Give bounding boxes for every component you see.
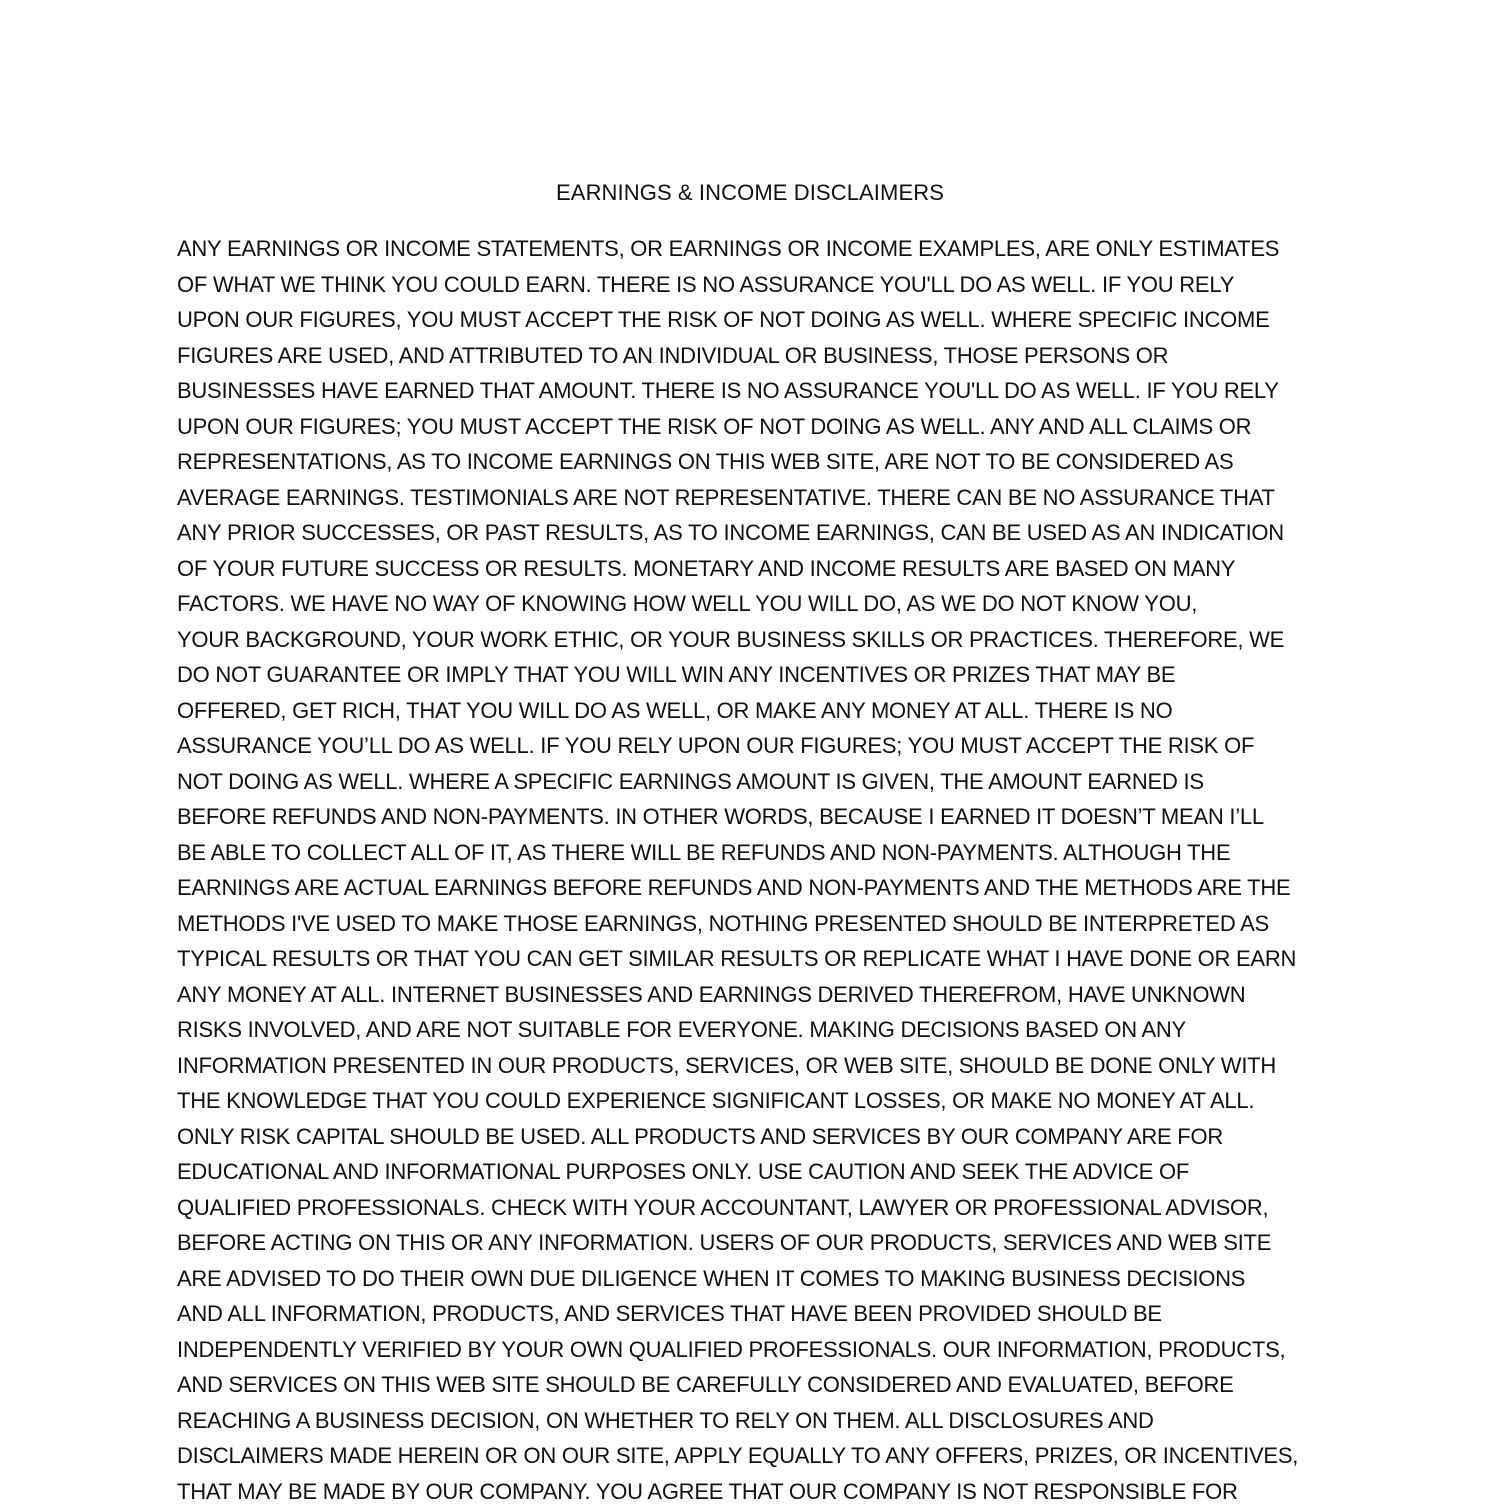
body-line: UPON OUR FIGURES, YOU MUST ACCEPT THE RISK OF NOT DOING AS WELL. WHERE SPECIFIC INCOME bbox=[177, 302, 1357, 338]
body-line: REPRESENTATIONS, AS TO INCOME EARNINGS ON THIS WEB SITE, ARE NOT TO BE CONSIDERED AS bbox=[177, 444, 1357, 480]
body-line: QUALIFIED PROFESSIONALS. CHECK WITH YOUR ACCOUNTANT, LAWYER OR PROFESSIONAL ADVISOR, bbox=[177, 1190, 1357, 1226]
body-line: ANY MONEY AT ALL. INTERNET BUSINESSES AND EARNINGS DERIVED THEREFROM, HAVE UNKNOWN bbox=[177, 977, 1357, 1013]
body-line: ANY PRIOR SUCCESSES, OR PAST RESULTS, AS TO INCOME EARNINGS, CAN BE USED AS AN INDICATION bbox=[177, 515, 1357, 551]
body-line: OF YOUR FUTURE SUCCESS OR RESULTS. MONETARY AND INCOME RESULTS ARE BASED ON MANY bbox=[177, 551, 1357, 587]
body-line: THE KNOWLEDGE THAT YOU COULD EXPERIENCE SIGNIFICANT LOSSES, OR MAKE NO MONEY AT ALL. bbox=[177, 1083, 1357, 1119]
body-line: UPON OUR FIGURES; YOU MUST ACCEPT THE RISK OF NOT DOING AS WELL. ANY AND ALL CLAIMS OR bbox=[177, 409, 1357, 445]
body-line: REACHING A BUSINESS DECISION, ON WHETHER TO RELY ON THEM. ALL DISCLOSURES AND bbox=[177, 1403, 1357, 1439]
body-line: ANY EARNINGS OR INCOME STATEMENTS, OR EARNINGS OR INCOME EXAMPLES, ARE ONLY ESTIMATES bbox=[177, 231, 1357, 267]
body-line: BEFORE ACTING ON THIS OR ANY INFORMATION. USERS OF OUR PRODUCTS, SERVICES AND WEB SITE bbox=[177, 1225, 1357, 1261]
body-line: AVERAGE EARNINGS. TESTIMONIALS ARE NOT REPRESENTATIVE. THERE CAN BE NO ASSURANCE THAT bbox=[177, 480, 1357, 516]
body-line: ARE ADVISED TO DO THEIR OWN DUE DILIGENCE WHEN IT COMES TO MAKING BUSINESS DECISIONS bbox=[177, 1261, 1357, 1297]
body-line: THAT MAY BE MADE BY OUR COMPANY. YOU AGREE THAT OUR COMPANY IS NOT RESPONSIBLE FOR bbox=[177, 1474, 1357, 1509]
body-line: AND SERVICES ON THIS WEB SITE SHOULD BE CAREFULLY CONSIDERED AND EVALUATED, BEFORE bbox=[177, 1367, 1357, 1403]
body-line: OFFERED, GET RICH, THAT YOU WILL DO AS WELL, OR MAKE ANY MONEY AT ALL. THERE IS NO bbox=[177, 693, 1357, 729]
body-line: DO NOT GUARANTEE OR IMPLY THAT YOU WILL WIN ANY INCENTIVES OR PRIZES THAT MAY BE bbox=[177, 657, 1357, 693]
body-line: YOUR BACKGROUND, YOUR WORK ETHIC, OR YOUR BUSINESS SKILLS OR PRACTICES. THEREFORE, WE bbox=[177, 622, 1357, 658]
body-line: BUSINESSES HAVE EARNED THAT AMOUNT. THERE IS NO ASSURANCE YOU'LL DO AS WELL. IF YOU RELY bbox=[177, 373, 1357, 409]
body-line: METHODS I'VE USED TO MAKE THOSE EARNINGS, NOTHING PRESENTED SHOULD BE INTERPRETED AS bbox=[177, 906, 1357, 942]
body-line: AND ALL INFORMATION, PRODUCTS, AND SERVICES THAT HAVE BEEN PROVIDED SHOULD BE bbox=[177, 1296, 1357, 1332]
body-line: INFORMATION PRESENTED IN OUR PRODUCTS, SERVICES, OR WEB SITE, SHOULD BE DONE ONLY WITH bbox=[177, 1048, 1357, 1084]
body-line: NOT DOING AS WELL. WHERE A SPECIFIC EARNINGS AMOUNT IS GIVEN, THE AMOUNT EARNED IS bbox=[177, 764, 1357, 800]
body-line: RISKS INVOLVED, AND ARE NOT SUITABLE FOR EVERYONE. MAKING DECISIONS BASED ON ANY bbox=[177, 1012, 1357, 1048]
document-title: EARNINGS & INCOME DISCLAIMERS bbox=[0, 179, 1500, 207]
body-line: BE ABLE TO COLLECT ALL OF IT, AS THERE WILL BE REFUNDS AND NON-PAYMENTS. ALTHOUGH THE bbox=[177, 835, 1357, 871]
document-body bbox=[177, 231, 1357, 1509]
body-line: DISCLAIMERS MADE HEREIN OR ON OUR SITE, APPLY EQUALLY TO ANY OFFERS, PRIZES, OR INCENTIVES, bbox=[177, 1438, 1357, 1474]
body-line: BEFORE REFUNDS AND NON-PAYMENTS. IN OTHER WORDS, BECAUSE I EARNED IT DOESN’T MEAN I’LL bbox=[177, 799, 1357, 835]
body-line: FACTORS. WE HAVE NO WAY OF KNOWING HOW WELL YOU WILL DO, AS WE DO NOT KNOW YOU, bbox=[177, 586, 1357, 622]
body-line: INDEPENDENTLY VERIFIED BY YOUR OWN QUALIFIED PROFESSIONALS. OUR INFORMATION, PRODUCTS, bbox=[177, 1332, 1357, 1368]
body-line: FIGURES ARE USED, AND ATTRIBUTED TO AN INDIVIDUAL OR BUSINESS, THOSE PERSONS OR bbox=[177, 338, 1357, 374]
body-line: ASSURANCE YOU’LL DO AS WELL. IF YOU RELY UPON OUR FIGURES; YOU MUST ACCEPT THE RISK OF bbox=[177, 728, 1357, 764]
body-line: ONLY RISK CAPITAL SHOULD BE USED. ALL PRODUCTS AND SERVICES BY OUR COMPANY ARE FOR bbox=[177, 1119, 1357, 1155]
body-line: TYPICAL RESULTS OR THAT YOU CAN GET SIMILAR RESULTS OR REPLICATE WHAT I HAVE DONE OR EARN bbox=[177, 941, 1357, 977]
body-line: EDUCATIONAL AND INFORMATIONAL PURPOSES ONLY. USE CAUTION AND SEEK THE ADVICE OF bbox=[177, 1154, 1357, 1190]
body-line: EARNINGS ARE ACTUAL EARNINGS BEFORE REFUNDS AND NON-PAYMENTS AND THE METHODS ARE THE bbox=[177, 870, 1357, 906]
body-line: OF WHAT WE THINK YOU COULD EARN. THERE IS NO ASSURANCE YOU'LL DO AS WELL. IF YOU RELY bbox=[177, 267, 1357, 303]
